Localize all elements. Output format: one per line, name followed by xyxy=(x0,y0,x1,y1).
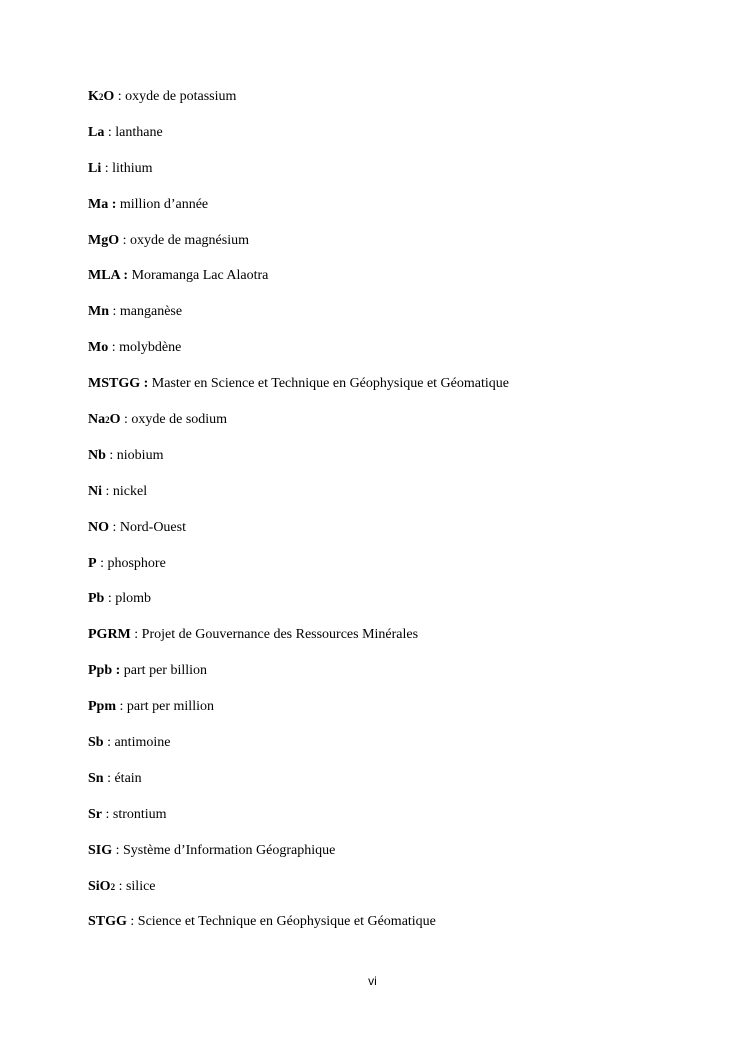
abbreviation-entry xyxy=(88,446,509,482)
abbreviation-definition: Projet de Gouvernance des Ressources Minérales xyxy=(141,627,419,643)
abbreviation-term xyxy=(88,161,101,176)
abbreviation-definition: part per billion xyxy=(123,663,207,679)
abbreviation-definition: part per million xyxy=(126,699,214,715)
abbreviation-separator: : xyxy=(115,878,126,894)
abbreviation-term-text: SIG xyxy=(88,842,113,858)
abbreviation-term-text: Sb xyxy=(88,735,104,751)
abbreviation-separator: : xyxy=(109,519,120,535)
abbreviation-term xyxy=(88,556,97,571)
abbreviation-definition: antimoine xyxy=(114,735,171,751)
abbreviation-separator: : xyxy=(112,842,124,858)
abbreviation-definition: oxyde de sodium xyxy=(131,412,228,428)
abbreviation-entry xyxy=(88,123,509,159)
abbreviation-separator: : xyxy=(120,412,132,428)
abbreviation-separator: : xyxy=(116,699,127,715)
abbreviation-entry xyxy=(88,697,509,733)
abbreviation-entry xyxy=(88,410,509,446)
abbreviation-definition: Master en Science et Technique en Géophysique et Géomatique xyxy=(151,376,509,392)
abbreviation-separator: : xyxy=(109,304,120,320)
abbreviation-term-text: PGRM xyxy=(88,627,131,643)
abbreviation-term xyxy=(88,771,104,786)
abbreviation-entry xyxy=(88,482,509,518)
abbreviation-term-text: NO xyxy=(88,519,109,535)
abbreviation-term xyxy=(88,807,102,822)
abbreviation-term-text: MLA : xyxy=(88,268,129,284)
abbreviation-term-text: La xyxy=(88,124,105,140)
abbreviation-term xyxy=(88,268,128,283)
abbreviation-term-text: K xyxy=(88,89,99,104)
abbreviations-list xyxy=(88,87,509,948)
abbreviation-term xyxy=(88,484,102,499)
abbreviation-separator: : xyxy=(114,89,126,104)
abbreviation-term xyxy=(88,125,104,140)
abbreviation-term xyxy=(88,735,104,750)
abbreviation-subscript: 2 xyxy=(110,881,116,892)
abbreviation-definition: Système d’Information Géographique xyxy=(123,842,336,858)
abbreviation-definition: silice xyxy=(125,878,156,894)
abbreviation-definition: lithium xyxy=(112,160,153,176)
abbreviation-separator: : xyxy=(126,914,138,930)
abbreviation-separator: : xyxy=(105,447,117,463)
abbreviation-entry xyxy=(88,769,509,805)
abbreviation-separator: : xyxy=(101,160,113,176)
abbreviation-entry xyxy=(88,805,509,841)
abbreviation-separator: : xyxy=(130,627,142,643)
abbreviation-term xyxy=(88,591,104,606)
abbreviation-entry xyxy=(88,374,509,410)
abbreviation-separator: : xyxy=(102,483,113,499)
abbreviation-term-text: Mo xyxy=(88,340,109,356)
abbreviation-term xyxy=(88,699,116,714)
abbreviation-entry xyxy=(88,661,509,697)
abbreviation-entry xyxy=(88,733,509,769)
abbreviation-definition: strontium xyxy=(112,806,167,822)
abbreviation-definition: plomb xyxy=(115,591,152,607)
abbreviation-term xyxy=(88,412,121,427)
abbreviation-entry xyxy=(88,877,509,913)
abbreviation-term-text: Mn xyxy=(88,304,109,320)
abbreviation-term-text: SiO xyxy=(88,878,111,894)
abbreviation-term-tail: O xyxy=(109,412,121,428)
abbreviation-definition: molybdène xyxy=(119,340,182,356)
abbreviation-term-tail: O xyxy=(103,89,115,104)
abbreviation-separator: : xyxy=(102,806,113,822)
abbreviation-term xyxy=(88,340,108,355)
abbreviation-entry xyxy=(88,912,509,948)
abbreviation-entry xyxy=(88,518,509,554)
abbreviation-term xyxy=(88,520,109,535)
abbreviation-definition: Nord-Ouest xyxy=(119,519,186,535)
abbreviation-definition: niobium xyxy=(116,447,164,463)
abbreviation-entry xyxy=(88,231,509,267)
abbreviation-definition: étain xyxy=(114,770,142,786)
abbreviation-entry xyxy=(88,554,509,590)
abbreviation-separator: : xyxy=(119,232,130,248)
abbreviation-separator: : xyxy=(103,770,115,786)
abbreviation-term-text: Na xyxy=(88,412,106,428)
abbreviation-term-text: MSTGG : xyxy=(88,376,149,392)
abbreviation-term xyxy=(88,197,116,212)
abbreviation-definition: Science et Technique en Géophysique et Géomatique xyxy=(137,914,436,930)
abbreviation-definition: phosphore xyxy=(107,555,166,571)
abbreviation-subscript: 2 xyxy=(105,415,110,426)
abbreviation-term-text: MgO xyxy=(88,232,120,248)
abbreviation-subscript: 2 xyxy=(98,92,104,102)
abbreviation-term-text: Ma : xyxy=(88,196,117,212)
abbreviation-definition: million d’année xyxy=(119,196,209,212)
abbreviation-separator: : xyxy=(103,735,115,751)
abbreviation-separator: : xyxy=(108,340,120,356)
page-number: vi xyxy=(368,974,377,988)
abbreviation-separator: : xyxy=(96,555,108,571)
abbreviation-term xyxy=(88,879,115,894)
abbreviation-entry xyxy=(88,338,509,374)
abbreviation-term xyxy=(88,843,112,858)
abbreviation-definition: manganèse xyxy=(119,304,183,320)
abbreviation-entry xyxy=(88,589,509,625)
abbreviation-term-text: Ni xyxy=(88,483,102,499)
abbreviation-definition: lanthane xyxy=(115,124,163,140)
abbreviation-term-text: Li xyxy=(88,160,102,176)
abbreviation-term xyxy=(88,914,127,929)
abbreviation-term xyxy=(88,448,106,463)
abbreviation-term-text: Sn xyxy=(88,770,104,786)
abbreviation-term xyxy=(88,376,148,391)
abbreviation-term-text: Nb xyxy=(88,447,106,463)
abbreviation-entry xyxy=(88,195,509,231)
abbreviation-term xyxy=(88,663,120,678)
abbreviation-definition: oxyde de potassium xyxy=(125,89,237,104)
abbreviation-separator: : xyxy=(104,591,116,607)
abbreviation-term-text: Sr xyxy=(88,806,102,822)
abbreviation-term xyxy=(88,233,119,248)
abbreviation-term-text: STGG xyxy=(88,914,127,930)
abbreviation-term xyxy=(88,304,109,319)
abbreviation-term xyxy=(88,627,131,642)
abbreviation-term-text: Ppb : xyxy=(88,663,121,679)
abbreviation-term xyxy=(88,89,114,104)
abbreviation-entry xyxy=(88,266,509,302)
abbreviation-entry xyxy=(88,87,509,123)
abbreviation-definition: oxyde de magnésium xyxy=(130,232,249,248)
abbreviation-entry xyxy=(88,841,509,877)
abbreviation-entry xyxy=(88,625,509,661)
abbreviation-separator: : xyxy=(104,124,116,140)
abbreviation-entry xyxy=(88,302,509,338)
abbreviation-definition: Moramanga Lac Alaotra xyxy=(131,268,269,284)
abbreviation-term-text: Pb xyxy=(88,591,105,607)
abbreviation-entry xyxy=(88,159,509,195)
abbreviation-term-text: Ppm xyxy=(88,699,116,715)
abbreviation-term-text: P xyxy=(88,555,97,571)
abbreviation-definition: nickel xyxy=(112,483,148,499)
